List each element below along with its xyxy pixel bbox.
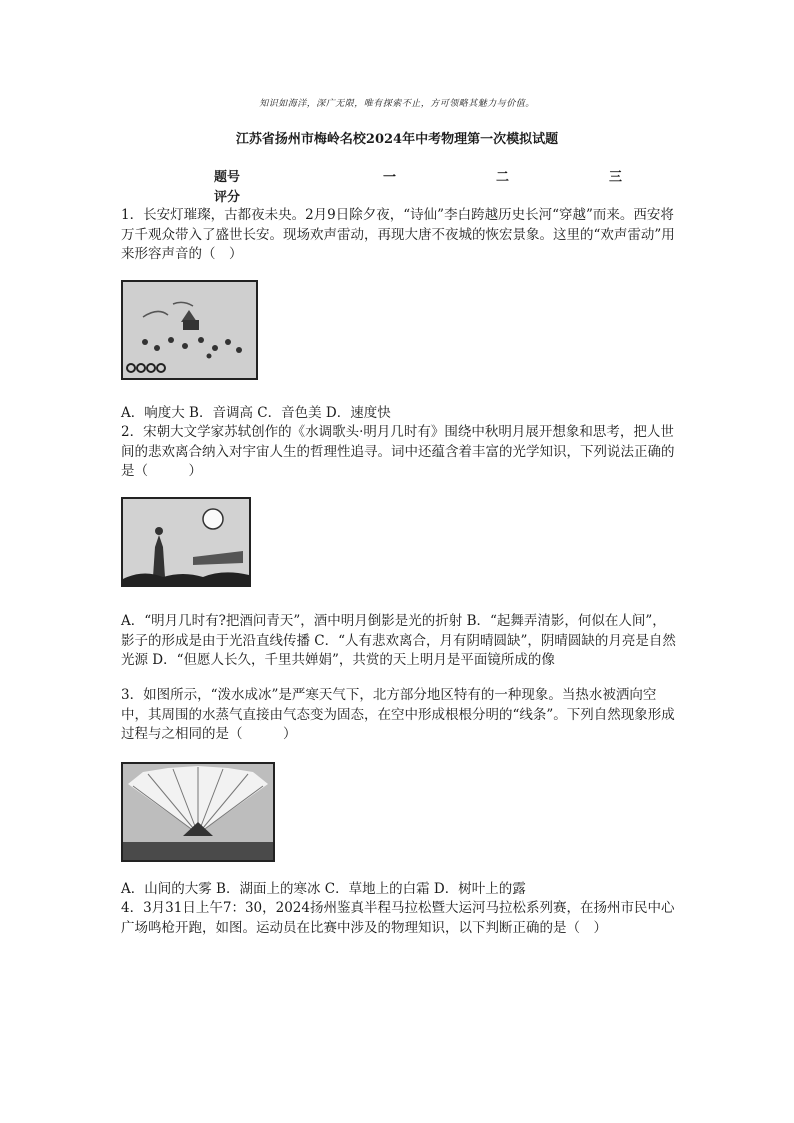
- score-table-col-2: 二: [496, 170, 510, 185]
- score-table-col-1: 一: [383, 170, 397, 185]
- question-2-stem: 2．宋朝大文学家苏轼创作的《水调歌头·明月几时有》围绕中秋明月展开想象和思考，把人世间的悲欢离合纳入对宇宙人生的哲理性追寻。词中还蕴含着丰富的光学知识，下列说法正确的是（ ）: [121, 424, 675, 479]
- question-1-figure: [121, 280, 258, 380]
- question-2-figure: [121, 497, 251, 587]
- score-table-header-label: 题号: [214, 170, 241, 185]
- question-2-options: A．“明月几时有?把酒问青天”，酒中明月倒影是光的折射 B．“起舞弄清影，何似在人间”，影子的形成是由于光沿直线传播 C．“人有悲欢离合，月有阴晴圆缺”，阴晴圆缺的月亮是自然光源 D．“但愿人长久，千里共婵娟”，共赏的天上明月是平面镜所成的像: [121, 613, 676, 668]
- page-title: 江苏省扬州市梅岭名校2024年中考物理第一次模拟试题: [235, 132, 559, 147]
- question-1-stem: 1．长安灯璀璨，古都夜未央。2月9日除夕夜，“诗仙”李白跨越历史长河“穿越”而来。西安将万千观众带入了盛世长安。现场欢声雷动，再现大唐不夜城的恢宏景象。这里的“欢声雷动”用来形容声音的（ ）: [121, 207, 675, 262]
- question-4-stem: 4．3月31日上午7：30，2024扬州鉴真半程马拉松暨大运河马拉松系列赛，在扬州市民中心广场鸣枪开跑，如图。运动员在比赛中涉及的物理知识，以下判断正确的是（ ）: [121, 900, 675, 936]
- question-3-stem: 3．如图所示，“泼水成冰”是严寒天气下，北方部分地区特有的一种现象。当热水被洒向空中，其周围的水蒸气直接由气态变为固态，在空中形成根根分明的“线条”。下列自然现象形成过程与之相同的是（ ）: [121, 687, 675, 742]
- question-1-options: A．响度大 B．音调高 C．音色美 D．速度快: [121, 405, 391, 421]
- question-3-figure: [121, 762, 275, 862]
- score-table-col-3: 三: [609, 170, 623, 185]
- score-table-row-label: 评分: [214, 190, 241, 205]
- header-motto: 知识如海洋，深广无限，唯有探索不止，方可领略其魅力与价值。: [259, 99, 535, 109]
- question-3-options: A．山间的大雾 B．湖面上的寒冰 C．草地上的白霜 D．树叶上的露: [121, 881, 526, 897]
